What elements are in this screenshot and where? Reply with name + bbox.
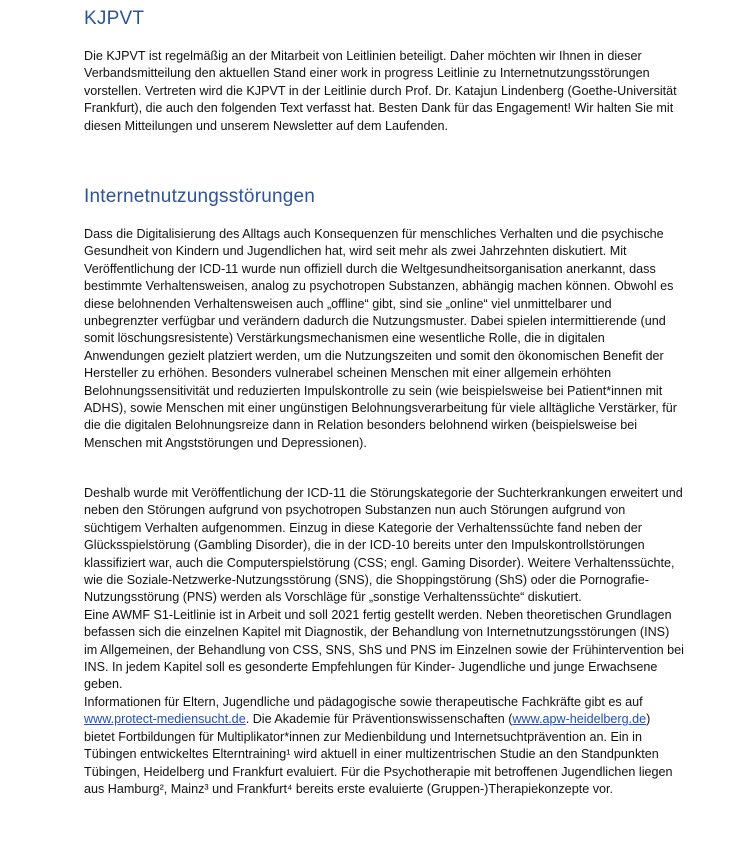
intro-paragraph: Die KJPVT ist regelmäßig an der Mitarbeit von Leitlinien beteiligt. Daher möchten wir Ihnen in dieser Verbandsmitteilung den aktuellen Stand einer work in progress Leitlinie zu Internetnutzungsstörungen vorstellen. Vertreten wird die KJPVT in der Leitlinie durch Prof. Dr. Katajun Lindenberg (Goethe-Universität Frankfurt), die auch den folgenden Text verfasst hat. Besten Dank für das Engagement! Wir halten Sie mit diesen Mitteilungen und unserem Newsletter auf dem Laufenden. bbox=[84, 49, 677, 133]
body-paragraph-2b: Eine AWMF S1-Leitlinie ist in Arbeit und soll 2021 fertig gestellt werden. Neben theoretischen Grundlagen befassen sich die einzelnen Kapitel mit Diagnostik, der Behandlung von Internetnutzungsstörungen (INS) im Allgemeinen, der Behandlung von CSS, SNS, ShS und PNS im Einzelnen sowie der Frühintervention bei INS. In jedem Kapitel soll es gesonderte Empfehlungen für Kinder- Jugendliche und junge Erwachsene geben. bbox=[84, 607, 684, 692]
heading-internetnutzungsstoerungen: Internetnutzungsstörungen bbox=[84, 186, 316, 207]
heading-kjpvt: KJPVT bbox=[84, 8, 145, 29]
info-text-1: Informationen für Eltern, Jugendliche und pädagogische sowie therapeutische Fachkräfte gibt es auf bbox=[84, 694, 643, 709]
link-protect-mediensucht[interactable]: www.protect-mediensucht.de bbox=[84, 712, 246, 727]
info-text-3: ) bietet Fortbildungen für Multiplikator*innen zur Medienbildung und Internetsuchtprävention an. Ein in Tübingen entwickeltes Elterntraining¹ wird aktuell in einer multizentrischen Studie an den Standpunkten Tübingen, Heidelberg und Frankfurt evaluiert. Für die Psychotherapie mit betroffenen Jugendlichen liegen aus Hamburg², Mainz³ und Frankfurt⁴ bereits erste evaluierte (Gruppen-)Therapiekonzepte vor. bbox=[84, 712, 673, 796]
body-paragraph-2a: Deshalb wurde mit Veröffentlichung der ICD-11 die Störungskategorie der Suchterkrankungen erweitert und neben den Störungen aufgrund von psychotropen Substanzen nun auch Störungen aufgrund von süchtigem Verhalten aufgenommen. Einzug in diese Kategorie der Verhaltenssüchte fand neben der Glücksspielstörung (Gambling Disorder), die in der ICD-10 bereits unter den Impulskontrollstörungen klassifiziert war, auch die Computerspielstörung (CSS; engl. Gaming Disorder). Weitere Verhaltenssüchte, wie die Soziale-Netzwerke-Nutzungsstörung (SNS), die Shoppingstörung (ShS) oder die Pornografie-Nutzungsstörung (PNS) werden als Vorschläge für „sonstige Verhaltenssüchte“ diskutiert. bbox=[84, 486, 683, 605]
body-paragraph-2c bbox=[84, 694, 684, 798]
info-text-2: . Die Akademie für Präventionswissenschaften ( bbox=[245, 712, 513, 727]
body-paragraph-2 bbox=[84, 485, 684, 798]
link-apw-heidelberg[interactable]: www.apw-heidelberg.de bbox=[512, 712, 647, 727]
body-paragraph-1: Dass die Digitalisierung des Alltags auch Konsequenzen für menschliches Verhalten und die psychische Gesundheit von Kindern und Jugendlichen hat, wird seit mehr als zwei Jahrzehnten diskutiert. Mit Veröffentlichung der ICD-11 wurde nun offiziell durch die Weltgesundheitsorganisation anerkannt, dass bestimmte Verhaltensweisen, analog zu psychotropen Substanzen, abhängig machen können. Obwohl es diese belohnenden Verhaltensweisen auch „offline“ gibt, sind sie „online“ viel unmittelbarer und unbegrenzter verfügbar und verändern dadurch die Nutzungsmuster. Dabei spielen intermittierende (und somit löschungsresistente) Verstärkungsmechanismen eine wesentliche Rolle, die in digitalen Anwendungen gezielt platziert werden, um die Nutzungszeiten und somit den ökonomischen Benefit der Hersteller zu erhöhen. Besonders vulnerabel scheinen Menschen mit einer allgemein erhöhten Belohnungssensitivität und reduzierten Impulskontrolle zu sein (wie beispielsweise bei Patient*innen mit ADHS), sowie Menschen mit einer ungünstigen Belohnungsverarbeitung für viele alltägliche Verstärker, für die die digitalen Belohnungsreize dann in Relation besonders belohnend wirken (beispielsweise bei Menschen mit Angststörungen und Depressionen). bbox=[84, 227, 677, 450]
